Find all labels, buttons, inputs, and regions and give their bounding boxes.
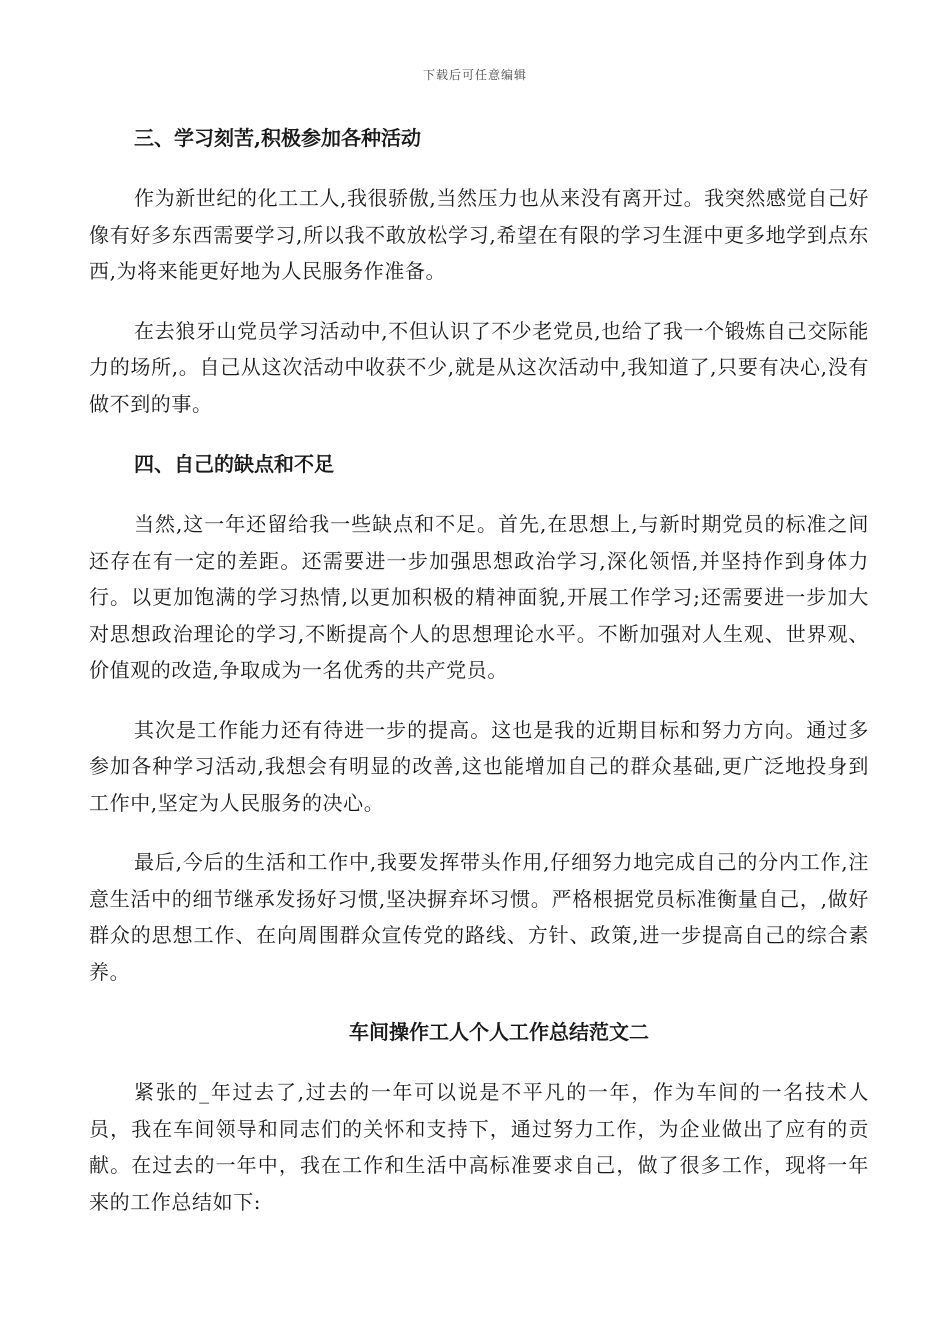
paragraph: 当然,这一年还留给我一些缺点和不足。首先,在思想上,与新时期党员的标准之间还存在有一定的差距。还需要进一步加强思想政治学习,深化领悟,并坚持作到身体力行。以更加饱满的学习热情,以更加积极的精神面貌,开展工作学习;还需要进一步加大对思想政治理论的学习,不断提高个人的思想理论水平。不断加强对人生观、世界观、价值观的改造,争取成为一名优秀的共产党员。 bbox=[89, 512, 869, 682]
document-body bbox=[89, 118, 869, 1220]
paragraph: 作为新世纪的化工工人,我很骄傲,当然压力也从来没有离开过。我突然感觉自己好像有好多东西需要学习,所以我不敢放松学习,希望在有限的学习生涯中更多地学到点东西,为将来能更好地为人民服务作准备。 bbox=[89, 186, 869, 283]
paragraph: 最后,今后的生活和工作中,我要发挥带头作用,仔细努力地完成自己的分内工作,注意生活中的细节继承发扬好习惯,坚决摒弃坏习惯。严格根据党员标准衡量自己，,做好群众的思想工作、在向周围群众宣传党的路线、方针、政策,进一步提高自己的综合素养。 bbox=[89, 850, 869, 984]
section-heading-4: 四、自己的缺点和不足 bbox=[134, 452, 334, 476]
paragraph: 在去狼牙山党员学习活动中,不但认识了不少老党员,也给了我一个锻炼自己交际能力的场所,。自己从这次活动中收获不少,就是从这次活动中,我知道了,只要有决心,没有做不到的事。 bbox=[89, 318, 869, 416]
document-title: 车间操作工人个人工作总结范文二 bbox=[349, 1020, 649, 1044]
section-heading-3: 三、学习刻苦,积极参加各种活动 bbox=[134, 126, 421, 150]
header-watermark: 下载后可任意编辑 bbox=[422, 68, 527, 82]
paragraph: 紧张的_年过去了,过去的一年可以说是不平凡的一年，作为车间的一名技术人员，我在车间领导和同志们的关怀和支持下，通过努力工作，为企业做出了应有的贡献。在过去的一年中，我在工作和生活中高标准要求自己，做了很多工作，现将一年来的工作总结如下: bbox=[89, 1080, 869, 1214]
paragraph: 其次是工作能力还有待进一步的提高。这也是我的近期目标和努力方向。通过多参加各种学习活动,我想会有明显的改善,这也能增加自己的群众基础,更广泛地投身到工作中,坚定为人民服务的决心。 bbox=[89, 717, 869, 815]
